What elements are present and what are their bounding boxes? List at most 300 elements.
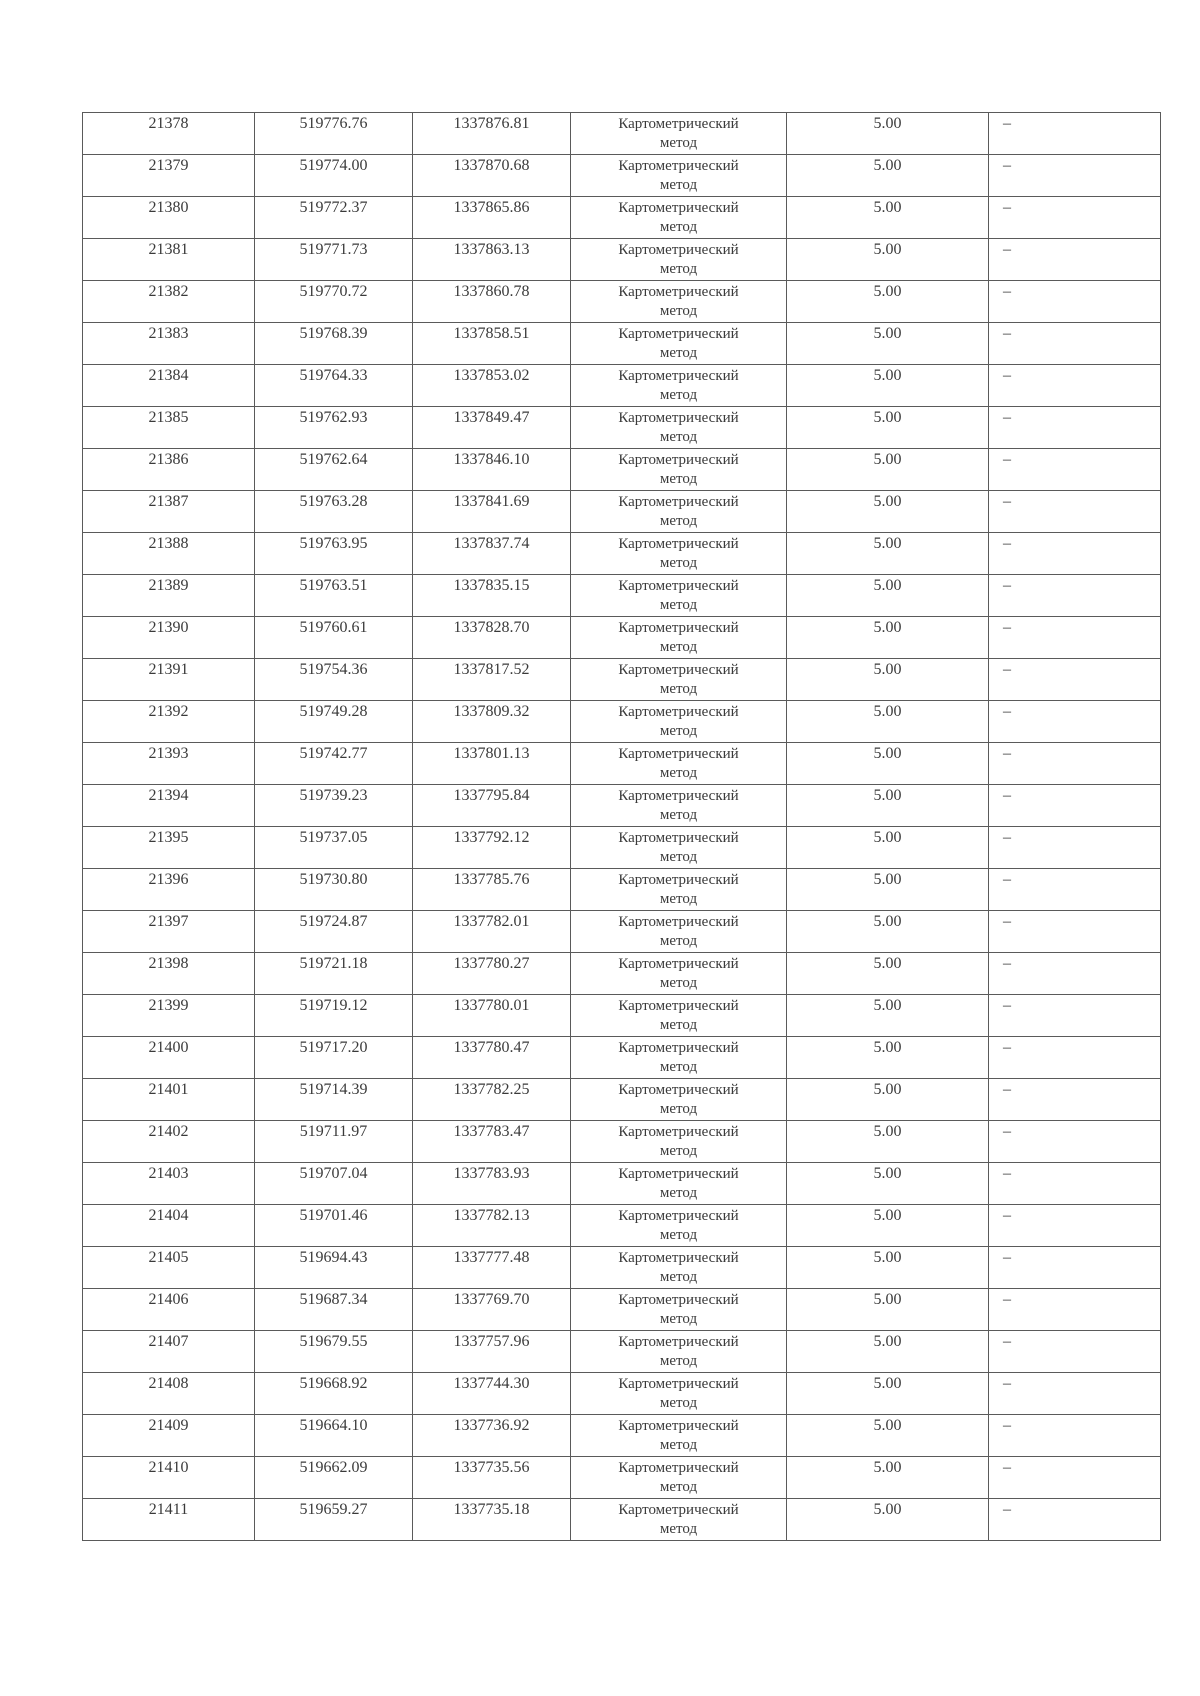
method-cell bbox=[571, 743, 787, 785]
note-cell: – bbox=[989, 155, 1161, 197]
x-coordinate-cell: 519724.87 bbox=[255, 911, 413, 953]
method-text-line-1: Картометрический bbox=[618, 620, 739, 636]
x-coordinate-cell: 519707.04 bbox=[255, 1163, 413, 1205]
table-row bbox=[83, 785, 1161, 827]
y-coordinate-cell: 1337782.01 bbox=[413, 911, 571, 953]
note-cell: – bbox=[989, 575, 1161, 617]
accuracy-cell: 5.00 bbox=[787, 113, 989, 155]
accuracy-cell: 5.00 bbox=[787, 617, 989, 659]
accuracy-cell: 5.00 bbox=[787, 1499, 989, 1541]
y-coordinate-cell: 1337783.47 bbox=[413, 1121, 571, 1163]
note-cell: – bbox=[989, 1247, 1161, 1289]
accuracy-cell: 5.00 bbox=[787, 869, 989, 911]
method-text-line-1: Картометрический bbox=[618, 956, 739, 972]
x-coordinate-cell: 519730.80 bbox=[255, 869, 413, 911]
accuracy-cell: 5.00 bbox=[787, 1331, 989, 1373]
method-text-line-2: метод bbox=[659, 765, 698, 781]
x-coordinate-cell: 519717.20 bbox=[255, 1037, 413, 1079]
method-cell bbox=[571, 1079, 787, 1121]
table-row bbox=[83, 1037, 1161, 1079]
table-row bbox=[83, 1247, 1161, 1289]
note-cell: – bbox=[989, 365, 1161, 407]
accuracy-cell: 5.00 bbox=[787, 281, 989, 323]
method-text-line-2: метод bbox=[659, 471, 698, 487]
point-number-cell: 21407 bbox=[83, 1331, 255, 1373]
point-number-cell: 21403 bbox=[83, 1163, 255, 1205]
note-cell: – bbox=[989, 449, 1161, 491]
method-text-line-2: метод bbox=[659, 1269, 698, 1285]
table-row bbox=[83, 1331, 1161, 1373]
method-cell bbox=[571, 1373, 787, 1415]
y-coordinate-cell: 1337769.70 bbox=[413, 1289, 571, 1331]
coordinates-table bbox=[82, 112, 1161, 1541]
note-cell: – bbox=[989, 743, 1161, 785]
accuracy-cell: 5.00 bbox=[787, 197, 989, 239]
note-cell: – bbox=[989, 785, 1161, 827]
point-number-cell: 21397 bbox=[83, 911, 255, 953]
accuracy-cell: 5.00 bbox=[787, 1121, 989, 1163]
method-cell bbox=[571, 1205, 787, 1247]
method-cell bbox=[571, 1457, 787, 1499]
method-text-line-1: Картометрический bbox=[618, 158, 739, 174]
note-cell: – bbox=[989, 701, 1161, 743]
method-cell bbox=[571, 533, 787, 575]
accuracy-cell: 5.00 bbox=[787, 365, 989, 407]
y-coordinate-cell: 1337735.56 bbox=[413, 1457, 571, 1499]
method-text-line-1: Картометрический bbox=[618, 662, 739, 678]
note-cell: – bbox=[989, 995, 1161, 1037]
method-text-line-2: метод bbox=[659, 429, 698, 445]
table-row bbox=[83, 659, 1161, 701]
accuracy-cell: 5.00 bbox=[787, 743, 989, 785]
method-text-line-2: метод bbox=[659, 135, 698, 151]
method-cell bbox=[571, 1415, 787, 1457]
y-coordinate-cell: 1337801.13 bbox=[413, 743, 571, 785]
method-text-line-2: метод bbox=[659, 975, 698, 991]
point-number-cell: 21408 bbox=[83, 1373, 255, 1415]
point-number-cell: 21411 bbox=[83, 1499, 255, 1541]
method-cell bbox=[571, 323, 787, 365]
accuracy-cell: 5.00 bbox=[787, 827, 989, 869]
method-cell bbox=[571, 1163, 787, 1205]
point-number-cell: 21379 bbox=[83, 155, 255, 197]
method-cell bbox=[571, 1247, 787, 1289]
accuracy-cell: 5.00 bbox=[787, 1037, 989, 1079]
x-coordinate-cell: 519719.12 bbox=[255, 995, 413, 1037]
method-cell bbox=[571, 239, 787, 281]
method-text-line-2: метод bbox=[659, 1185, 698, 1201]
point-number-cell: 21383 bbox=[83, 323, 255, 365]
method-cell bbox=[571, 701, 787, 743]
y-coordinate-cell: 1337792.12 bbox=[413, 827, 571, 869]
note-cell: – bbox=[989, 1037, 1161, 1079]
y-coordinate-cell: 1337870.68 bbox=[413, 155, 571, 197]
y-coordinate-cell: 1337780.47 bbox=[413, 1037, 571, 1079]
method-text-line-2: метод bbox=[659, 387, 698, 403]
y-coordinate-cell: 1337777.48 bbox=[413, 1247, 571, 1289]
accuracy-cell: 5.00 bbox=[787, 407, 989, 449]
note-cell: – bbox=[989, 113, 1161, 155]
x-coordinate-cell: 519762.93 bbox=[255, 407, 413, 449]
method-text-line-1: Картометрический bbox=[618, 1334, 739, 1350]
method-text-line-1: Картометрический bbox=[618, 746, 739, 762]
y-coordinate-cell: 1337795.84 bbox=[413, 785, 571, 827]
x-coordinate-cell: 519659.27 bbox=[255, 1499, 413, 1541]
note-cell: – bbox=[989, 1499, 1161, 1541]
method-text-line-1: Картометрический bbox=[618, 1502, 739, 1518]
method-text-line-2: метод bbox=[659, 1479, 698, 1495]
y-coordinate-cell: 1337735.18 bbox=[413, 1499, 571, 1541]
method-text-line-1: Картометрический bbox=[618, 1250, 739, 1266]
y-coordinate-cell: 1337876.81 bbox=[413, 113, 571, 155]
x-coordinate-cell: 519742.77 bbox=[255, 743, 413, 785]
method-text-line-2: метод bbox=[659, 1353, 698, 1369]
table-row bbox=[83, 575, 1161, 617]
table-row bbox=[83, 281, 1161, 323]
point-number-cell: 21396 bbox=[83, 869, 255, 911]
method-text-line-2: метод bbox=[659, 681, 698, 697]
point-number-cell: 21380 bbox=[83, 197, 255, 239]
table-row bbox=[83, 239, 1161, 281]
x-coordinate-cell: 519711.97 bbox=[255, 1121, 413, 1163]
accuracy-cell: 5.00 bbox=[787, 785, 989, 827]
accuracy-cell: 5.00 bbox=[787, 1415, 989, 1457]
table-row bbox=[83, 1373, 1161, 1415]
note-cell: – bbox=[989, 1163, 1161, 1205]
note-cell: – bbox=[989, 323, 1161, 365]
table-row bbox=[83, 407, 1161, 449]
method-text-line-1: Картометрический bbox=[618, 704, 739, 720]
table-row bbox=[83, 1121, 1161, 1163]
table-row bbox=[83, 617, 1161, 659]
method-text-line-2: метод bbox=[659, 177, 698, 193]
method-cell bbox=[571, 113, 787, 155]
x-coordinate-cell: 519679.55 bbox=[255, 1331, 413, 1373]
point-number-cell: 21405 bbox=[83, 1247, 255, 1289]
method-text-line-1: Картометрический bbox=[618, 1376, 739, 1392]
x-coordinate-cell: 519737.05 bbox=[255, 827, 413, 869]
y-coordinate-cell: 1337860.78 bbox=[413, 281, 571, 323]
method-text-line-1: Картометрический bbox=[618, 200, 739, 216]
x-coordinate-cell: 519763.51 bbox=[255, 575, 413, 617]
method-text-line-2: метод bbox=[659, 303, 698, 319]
method-text-line-1: Картометрический bbox=[618, 326, 739, 342]
y-coordinate-cell: 1337865.86 bbox=[413, 197, 571, 239]
method-cell bbox=[571, 785, 787, 827]
point-number-cell: 21390 bbox=[83, 617, 255, 659]
method-cell bbox=[571, 449, 787, 491]
table-row bbox=[83, 1163, 1161, 1205]
point-number-cell: 21400 bbox=[83, 1037, 255, 1079]
note-cell: – bbox=[989, 911, 1161, 953]
accuracy-cell: 5.00 bbox=[787, 1457, 989, 1499]
method-text-line-1: Картометрический bbox=[618, 578, 739, 594]
method-cell bbox=[571, 491, 787, 533]
note-cell: – bbox=[989, 281, 1161, 323]
point-number-cell: 21391 bbox=[83, 659, 255, 701]
table-row bbox=[83, 701, 1161, 743]
y-coordinate-cell: 1337853.02 bbox=[413, 365, 571, 407]
x-coordinate-cell: 519763.95 bbox=[255, 533, 413, 575]
table-row bbox=[83, 1499, 1161, 1541]
method-text-line-1: Картометрический bbox=[618, 1166, 739, 1182]
method-text-line-2: метод bbox=[659, 933, 698, 949]
method-text-line-2: метод bbox=[659, 513, 698, 529]
note-cell: – bbox=[989, 827, 1161, 869]
point-number-cell: 21395 bbox=[83, 827, 255, 869]
method-text-line-2: метод bbox=[659, 723, 698, 739]
point-number-cell: 21409 bbox=[83, 1415, 255, 1457]
x-coordinate-cell: 519664.10 bbox=[255, 1415, 413, 1457]
method-cell bbox=[571, 575, 787, 617]
method-text-line-2: метод bbox=[659, 807, 698, 823]
accuracy-cell: 5.00 bbox=[787, 911, 989, 953]
accuracy-cell: 5.00 bbox=[787, 155, 989, 197]
y-coordinate-cell: 1337828.70 bbox=[413, 617, 571, 659]
method-cell bbox=[571, 281, 787, 323]
method-text-line-1: Картометрический bbox=[618, 494, 739, 510]
method-text-line-2: метод bbox=[659, 345, 698, 361]
method-cell bbox=[571, 1037, 787, 1079]
y-coordinate-cell: 1337817.52 bbox=[413, 659, 571, 701]
table-row bbox=[83, 533, 1161, 575]
method-text-line-2: метод bbox=[659, 1395, 698, 1411]
x-coordinate-cell: 519774.00 bbox=[255, 155, 413, 197]
accuracy-cell: 5.00 bbox=[787, 1289, 989, 1331]
table-row bbox=[83, 323, 1161, 365]
table-row bbox=[83, 113, 1161, 155]
table-row bbox=[83, 1289, 1161, 1331]
x-coordinate-cell: 519754.36 bbox=[255, 659, 413, 701]
x-coordinate-cell: 519776.76 bbox=[255, 113, 413, 155]
y-coordinate-cell: 1337837.74 bbox=[413, 533, 571, 575]
table-row bbox=[83, 743, 1161, 785]
table-row bbox=[83, 491, 1161, 533]
method-text-line-1: Картометрический bbox=[618, 1208, 739, 1224]
point-number-cell: 21382 bbox=[83, 281, 255, 323]
point-number-cell: 21387 bbox=[83, 491, 255, 533]
table-row bbox=[83, 365, 1161, 407]
method-text-line-1: Картометрический bbox=[618, 452, 739, 468]
accuracy-cell: 5.00 bbox=[787, 1079, 989, 1121]
accuracy-cell: 5.00 bbox=[787, 1247, 989, 1289]
x-coordinate-cell: 519668.92 bbox=[255, 1373, 413, 1415]
method-text-line-2: метод bbox=[659, 1227, 698, 1243]
method-cell bbox=[571, 827, 787, 869]
method-text-line-2: метод bbox=[659, 219, 698, 235]
document-page bbox=[82, 112, 1160, 1541]
point-number-cell: 21402 bbox=[83, 1121, 255, 1163]
accuracy-cell: 5.00 bbox=[787, 1205, 989, 1247]
x-coordinate-cell: 519770.72 bbox=[255, 281, 413, 323]
y-coordinate-cell: 1337757.96 bbox=[413, 1331, 571, 1373]
method-text-line-2: метод bbox=[659, 1143, 698, 1159]
x-coordinate-cell: 519771.73 bbox=[255, 239, 413, 281]
point-number-cell: 21384 bbox=[83, 365, 255, 407]
y-coordinate-cell: 1337783.93 bbox=[413, 1163, 571, 1205]
method-text-line-2: метод bbox=[659, 1311, 698, 1327]
accuracy-cell: 5.00 bbox=[787, 659, 989, 701]
point-number-cell: 21385 bbox=[83, 407, 255, 449]
method-cell bbox=[571, 1121, 787, 1163]
note-cell: – bbox=[989, 1205, 1161, 1247]
coordinates-table-body bbox=[83, 113, 1161, 1541]
method-text-line-2: метод bbox=[659, 1437, 698, 1453]
x-coordinate-cell: 519749.28 bbox=[255, 701, 413, 743]
y-coordinate-cell: 1337809.32 bbox=[413, 701, 571, 743]
note-cell: – bbox=[989, 1415, 1161, 1457]
method-cell bbox=[571, 995, 787, 1037]
table-row bbox=[83, 449, 1161, 491]
method-text-line-2: метод bbox=[659, 1017, 698, 1033]
x-coordinate-cell: 519694.43 bbox=[255, 1247, 413, 1289]
x-coordinate-cell: 519762.64 bbox=[255, 449, 413, 491]
method-text-line-1: Картометрический bbox=[618, 1460, 739, 1476]
method-text-line-2: метод bbox=[659, 1101, 698, 1117]
x-coordinate-cell: 519739.23 bbox=[255, 785, 413, 827]
method-cell bbox=[571, 155, 787, 197]
point-number-cell: 21386 bbox=[83, 449, 255, 491]
method-cell bbox=[571, 953, 787, 995]
y-coordinate-cell: 1337785.76 bbox=[413, 869, 571, 911]
point-number-cell: 21378 bbox=[83, 113, 255, 155]
method-text-line-1: Картометрический bbox=[618, 116, 739, 132]
accuracy-cell: 5.00 bbox=[787, 575, 989, 617]
method-text-line-2: метод bbox=[659, 555, 698, 571]
method-text-line-1: Картометрический bbox=[618, 284, 739, 300]
table-row bbox=[83, 995, 1161, 1037]
table-row bbox=[83, 911, 1161, 953]
method-text-line-1: Картометрический bbox=[618, 1124, 739, 1140]
accuracy-cell: 5.00 bbox=[787, 953, 989, 995]
note-cell: – bbox=[989, 197, 1161, 239]
accuracy-cell: 5.00 bbox=[787, 533, 989, 575]
method-cell bbox=[571, 197, 787, 239]
point-number-cell: 21399 bbox=[83, 995, 255, 1037]
x-coordinate-cell: 519714.39 bbox=[255, 1079, 413, 1121]
note-cell: – bbox=[989, 1457, 1161, 1499]
method-cell bbox=[571, 365, 787, 407]
table-row bbox=[83, 155, 1161, 197]
method-text-line-2: метод bbox=[659, 891, 698, 907]
y-coordinate-cell: 1337780.27 bbox=[413, 953, 571, 995]
note-cell: – bbox=[989, 239, 1161, 281]
x-coordinate-cell: 519763.28 bbox=[255, 491, 413, 533]
table-row bbox=[83, 827, 1161, 869]
x-coordinate-cell: 519764.33 bbox=[255, 365, 413, 407]
note-cell: – bbox=[989, 659, 1161, 701]
y-coordinate-cell: 1337849.47 bbox=[413, 407, 571, 449]
accuracy-cell: 5.00 bbox=[787, 239, 989, 281]
method-text-line-1: Картометрический bbox=[618, 914, 739, 930]
y-coordinate-cell: 1337736.92 bbox=[413, 1415, 571, 1457]
note-cell: – bbox=[989, 869, 1161, 911]
x-coordinate-cell: 519721.18 bbox=[255, 953, 413, 995]
y-coordinate-cell: 1337846.10 bbox=[413, 449, 571, 491]
table-row bbox=[83, 1205, 1161, 1247]
note-cell: – bbox=[989, 1079, 1161, 1121]
y-coordinate-cell: 1337858.51 bbox=[413, 323, 571, 365]
method-text-line-2: метод bbox=[659, 1521, 698, 1537]
accuracy-cell: 5.00 bbox=[787, 1163, 989, 1205]
method-text-line-1: Картометрический bbox=[618, 1418, 739, 1434]
note-cell: – bbox=[989, 953, 1161, 995]
method-text-line-1: Картометрический bbox=[618, 1040, 739, 1056]
method-cell bbox=[571, 617, 787, 659]
point-number-cell: 21406 bbox=[83, 1289, 255, 1331]
note-cell: – bbox=[989, 1289, 1161, 1331]
point-number-cell: 21388 bbox=[83, 533, 255, 575]
method-text-line-2: метод bbox=[659, 261, 698, 277]
method-cell bbox=[571, 1499, 787, 1541]
point-number-cell: 21381 bbox=[83, 239, 255, 281]
y-coordinate-cell: 1337780.01 bbox=[413, 995, 571, 1037]
note-cell: – bbox=[989, 1121, 1161, 1163]
table-row bbox=[83, 1457, 1161, 1499]
method-text-line-1: Картометрический bbox=[618, 872, 739, 888]
point-number-cell: 21401 bbox=[83, 1079, 255, 1121]
method-text-line-1: Картометрический bbox=[618, 1082, 739, 1098]
y-coordinate-cell: 1337863.13 bbox=[413, 239, 571, 281]
method-text-line-2: метод bbox=[659, 849, 698, 865]
point-number-cell: 21398 bbox=[83, 953, 255, 995]
point-number-cell: 21410 bbox=[83, 1457, 255, 1499]
note-cell: – bbox=[989, 1373, 1161, 1415]
point-number-cell: 21394 bbox=[83, 785, 255, 827]
point-number-cell: 21404 bbox=[83, 1205, 255, 1247]
method-cell bbox=[571, 407, 787, 449]
point-number-cell: 21392 bbox=[83, 701, 255, 743]
x-coordinate-cell: 519760.61 bbox=[255, 617, 413, 659]
method-text-line-1: Картометрический bbox=[618, 788, 739, 804]
x-coordinate-cell: 519701.46 bbox=[255, 1205, 413, 1247]
accuracy-cell: 5.00 bbox=[787, 449, 989, 491]
method-text-line-1: Картометрический bbox=[618, 536, 739, 552]
x-coordinate-cell: 519772.37 bbox=[255, 197, 413, 239]
y-coordinate-cell: 1337841.69 bbox=[413, 491, 571, 533]
table-row bbox=[83, 869, 1161, 911]
table-row bbox=[83, 1079, 1161, 1121]
accuracy-cell: 5.00 bbox=[787, 491, 989, 533]
y-coordinate-cell: 1337782.25 bbox=[413, 1079, 571, 1121]
method-cell bbox=[571, 1331, 787, 1373]
table-row bbox=[83, 1415, 1161, 1457]
method-text-line-1: Картометрический bbox=[618, 242, 739, 258]
y-coordinate-cell: 1337782.13 bbox=[413, 1205, 571, 1247]
method-text-line-1: Картометрический bbox=[618, 830, 739, 846]
note-cell: – bbox=[989, 617, 1161, 659]
note-cell: – bbox=[989, 407, 1161, 449]
method-cell bbox=[571, 911, 787, 953]
accuracy-cell: 5.00 bbox=[787, 701, 989, 743]
method-cell bbox=[571, 869, 787, 911]
point-number-cell: 21393 bbox=[83, 743, 255, 785]
table-row bbox=[83, 197, 1161, 239]
method-text-line-1: Картометрический bbox=[618, 1292, 739, 1308]
table-row bbox=[83, 953, 1161, 995]
accuracy-cell: 5.00 bbox=[787, 1373, 989, 1415]
method-cell bbox=[571, 659, 787, 701]
note-cell: – bbox=[989, 1331, 1161, 1373]
y-coordinate-cell: 1337744.30 bbox=[413, 1373, 571, 1415]
point-number-cell: 21389 bbox=[83, 575, 255, 617]
method-text-line-2: метод bbox=[659, 1059, 698, 1075]
y-coordinate-cell: 1337835.15 bbox=[413, 575, 571, 617]
method-text-line-2: метод bbox=[659, 597, 698, 613]
accuracy-cell: 5.00 bbox=[787, 995, 989, 1037]
method-text-line-1: Картометрический bbox=[618, 368, 739, 384]
x-coordinate-cell: 519662.09 bbox=[255, 1457, 413, 1499]
